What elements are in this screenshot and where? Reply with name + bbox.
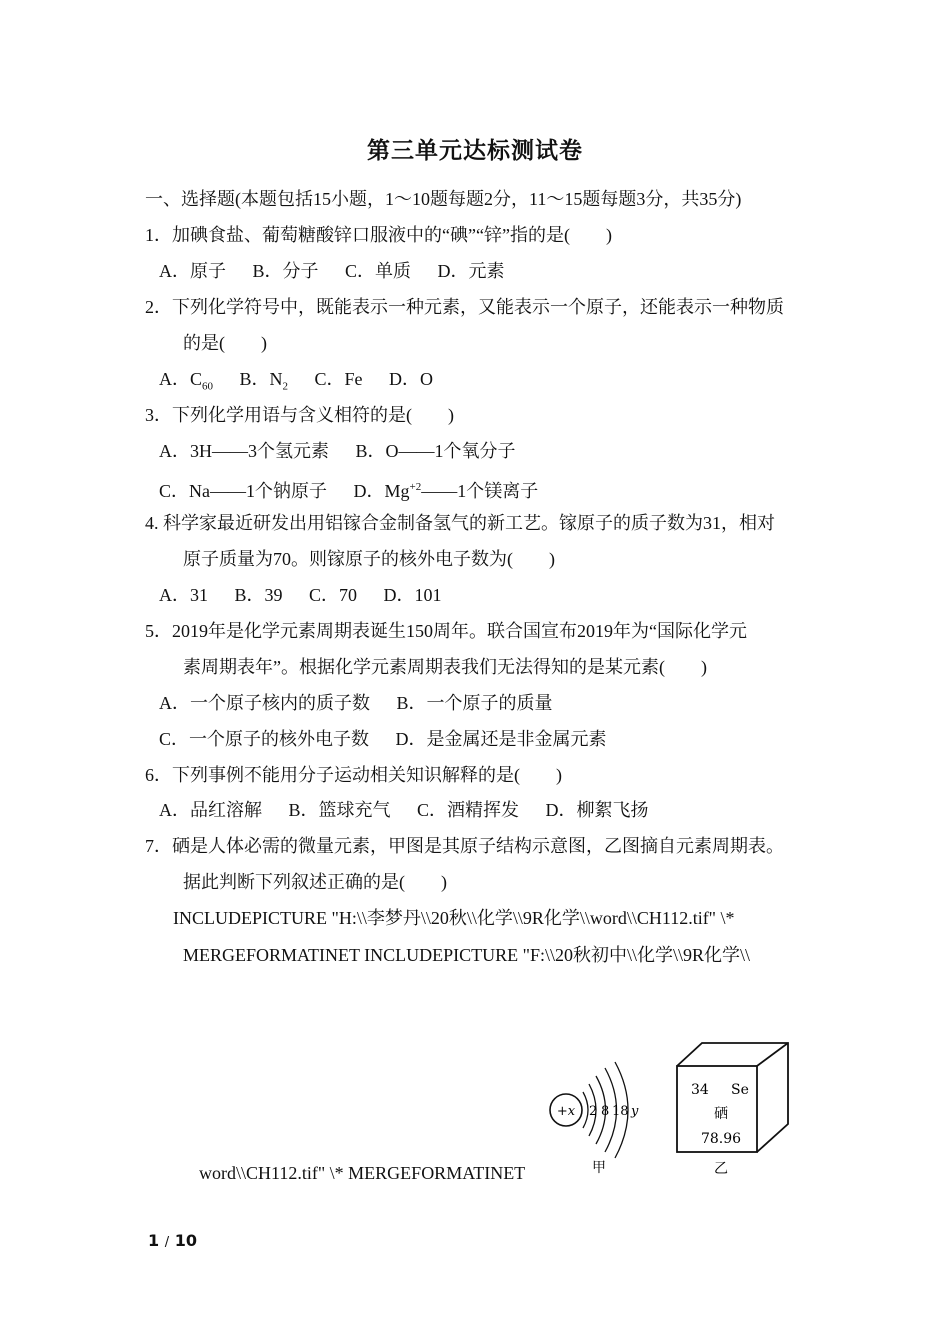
question-5-options-row2 — [159, 727, 607, 751]
question-5-stem-line2: 素周期表年”。根据化学元素周期表我们无法得知的是某元素( ) — [183, 657, 707, 677]
q5-option-c: C．一个原子的核外电子数 — [159, 729, 370, 749]
shell-arc-1 — [583, 1092, 588, 1128]
q2-option-d: D．O — [389, 369, 434, 389]
periodic-table-cell — [677, 1043, 788, 1177]
atomic-mass: 78.96 — [700, 1131, 742, 1147]
q5-option-d: D．是金属还是非金属元素 — [395, 729, 607, 749]
q1-option-b: B．分子 — [252, 261, 319, 281]
page-number: 1 / 10 — [148, 1231, 197, 1250]
section-heading: 一、选择题(本题包括15小题，1～10题每题2分，11～15题每题3分，共35分) — [145, 189, 742, 209]
element-symbol: Se — [731, 1082, 749, 1098]
question-5-stem-line1: 5．2019年是化学元素周期表诞生150周年。联合国宣布2019年为“国际化学元 — [145, 621, 747, 641]
question-3-stem: 3．下列化学用语与含义相符的是( ) — [145, 405, 454, 425]
nucleus-charge: +x — [556, 1104, 576, 1119]
question-2-stem-line1: 2．下列化学符号中，既能表示一种元素，又能表示一个原子，还能表示一种物质 — [145, 297, 784, 317]
q3-option-d: D．$Mg^{+2}——1$个镁离子 — [353, 481, 539, 501]
q4-option-a: A．31 — [159, 585, 208, 605]
question-6-options — [159, 798, 649, 822]
q5-option-b: B．一个原子的质量 — [396, 693, 553, 713]
q2-option-b: B．$N_2$ — [239, 369, 289, 393]
question-3-options-row2 — [159, 475, 538, 503]
q6-option-b: B．篮球充气 — [288, 800, 391, 820]
q4-option-b: B．39 — [234, 585, 283, 605]
q6-option-c: C．酒精挥发 — [417, 800, 520, 820]
atom-structure-diagram — [550, 1062, 639, 1176]
figure-label-b: 乙 — [714, 1161, 728, 1177]
atomic-number: 34 — [691, 1082, 709, 1098]
question-4-stem-line1: 4. 科学家最近研发出用铝镓合金制备氢气的新工艺。镓原子的质子数为31，相对 — [145, 513, 775, 533]
shell-count-2: 8 — [601, 1104, 610, 1119]
question-2-options — [159, 367, 433, 399]
question-4-stem-line2: 原子质量为70。则镓原子的核外电子数为( ) — [183, 549, 555, 569]
question-1-stem: 1．加碘食盐、葡萄糖酸锌口服液中的“碘”“锌”指的是( ) — [145, 225, 612, 245]
field-code-line2: MERGEFORMATINET INCLUDEPICTURE "F:\\20秋初中\\化学\\9R化学\\ — [183, 945, 751, 965]
q3-option-b: B．O——1个氧分子 — [355, 441, 516, 461]
shell-count-3: 18 — [612, 1104, 629, 1119]
q2-option-c: C．Fe — [314, 369, 363, 389]
question-6-stem: 6．下列事例不能用分子运动相关知识解释的是( ) — [145, 765, 562, 785]
q3-option-a: A．3H——3个氢元素 — [159, 441, 329, 461]
question-7-stem-line1: 7．硒是人体必需的微量元素，甲图是其原子结构示意图，乙图摘自元素周期表。 — [145, 836, 784, 856]
field-code-line3: word\\CH112.tif" \* MERGEFORMATINET — [199, 1163, 526, 1183]
figure-label-a: 甲 — [592, 1160, 606, 1176]
element-name: 硒 — [714, 1106, 728, 1122]
field-code-line1: INCLUDEPICTURE "H:\\李梦丹\\20秋\\化学\\9R化学\\word\\CH112.tif" \* — [173, 908, 735, 928]
q1-option-c: C．单质 — [345, 261, 412, 281]
question-3-options-row1 — [159, 439, 516, 463]
q5-option-a: A．一个原子核内的质子数 — [159, 693, 370, 713]
q1-option-d: D．元素 — [437, 261, 505, 281]
question-4-options — [159, 583, 442, 607]
q4-option-d: D．101 — [383, 585, 442, 605]
question-1-options — [159, 259, 505, 283]
question-7-stem-line2: 据此判断下列叙述正确的是( ) — [183, 872, 447, 892]
shell-count-4: y — [631, 1104, 639, 1119]
question-2-stem-line2: 的是( ) — [183, 333, 267, 353]
q1-option-a: A．原子 — [159, 261, 226, 281]
q4-option-c: C．70 — [309, 585, 358, 605]
shell-count-1: 2 — [589, 1104, 598, 1119]
question-5-options-row1 — [159, 691, 553, 715]
q6-option-a: A．品红溶解 — [159, 800, 262, 820]
page-title: 第三单元达标测试卷 — [367, 138, 583, 164]
q6-option-d: D．柳絮飞扬 — [545, 800, 649, 820]
selenium-figure — [545, 1040, 805, 1180]
cell-top-edge — [757, 1043, 788, 1066]
q3-option-c: C．Na——1个钠原子 — [159, 481, 327, 501]
q2-option-a: A．$C_{60}$ — [159, 369, 214, 393]
